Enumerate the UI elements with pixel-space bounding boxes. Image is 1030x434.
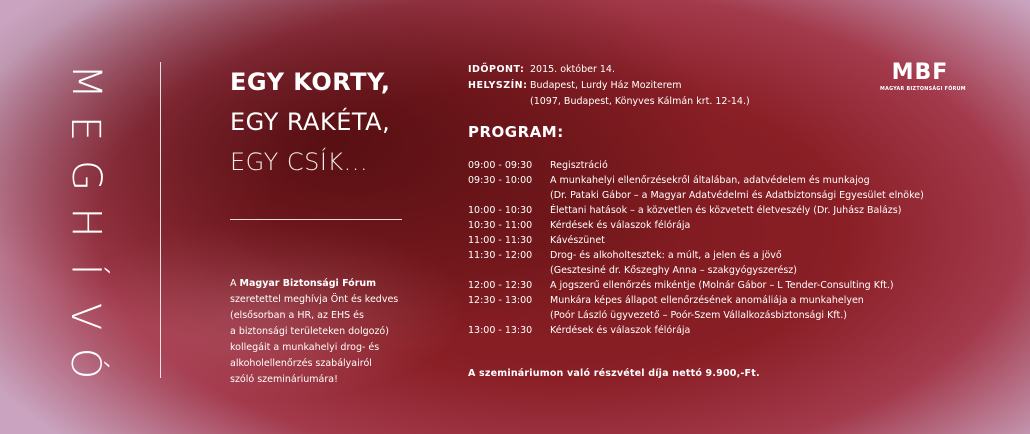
program-time: [468, 188, 550, 203]
program-item: Kérdések és válaszok félórája: [550, 220, 691, 231]
program-time: 12:30 - 13:00: [468, 295, 533, 306]
program-item: Kérdések és válaszok félórája: [550, 325, 691, 336]
invitation-line-1: [230, 276, 440, 292]
program-time: [468, 263, 550, 278]
program-item: (Gesztesiné dr. Kőszeghy Anna – szakgyógyszerész): [550, 265, 798, 276]
headline-line-3: EGY CSÍK...: [230, 148, 369, 176]
program-time: 09:30 - 10:00: [468, 175, 533, 186]
program-row: [468, 278, 980, 293]
vertical-title-letter: Í: [62, 263, 109, 276]
program-item: Élettani hatások – a közvetlen és közvetett életveszély (Dr. Juhász Balázs): [550, 205, 902, 216]
place-value: Budapest, Lurdy Ház Moziterem: [530, 80, 682, 91]
invitation-line: (elsősorban a HR, az EHS és: [230, 310, 364, 321]
mbf-logo: [880, 60, 966, 92]
place-row: [468, 78, 750, 94]
program-time: 12:00 - 12:30: [468, 280, 533, 291]
program-item: Drog- és alkoholtesztek: a múlt, a jelen és a jövő: [550, 250, 782, 261]
program-row: [468, 293, 980, 308]
program-row: [468, 203, 980, 218]
date-row: [468, 62, 750, 78]
event-details: [468, 62, 750, 110]
vertical-title-letter: Ó: [62, 347, 109, 380]
program-time: 09:00 - 09:30: [468, 160, 533, 171]
program-item: Munkára képes állapot ellenőrzésének anomáliája a munkahelyen: [550, 295, 864, 306]
headline: [230, 62, 391, 182]
headline-line-1: EGY KORTY,: [230, 68, 391, 96]
headline-line-2: EGY RAKÉTA,: [230, 108, 391, 136]
program-row: [468, 188, 980, 203]
horizontal-divider: [230, 219, 402, 220]
program-row: [468, 323, 980, 338]
vertical-title-letter: H: [62, 207, 109, 238]
vertical-title: [60, 58, 110, 387]
address-spacer: [468, 94, 530, 110]
vertical-title-letter: M: [62, 64, 109, 99]
date-value: 2015. október 14.: [530, 64, 615, 75]
organizer-name: Magyar Biztonsági Fórum: [239, 278, 377, 289]
vertical-divider: [160, 62, 161, 378]
invitation-line: alkoholellenőrzés szabályairól: [230, 358, 372, 369]
invitation-text: [230, 276, 440, 388]
program-item: Kávészünet: [550, 235, 605, 246]
program-item: Regisztráció: [550, 160, 608, 171]
invitation-line: kollegáit a munkahelyi drog- és: [230, 342, 380, 353]
vertical-title-letter: E: [62, 115, 109, 142]
address-row: [468, 94, 750, 110]
program-row: [468, 218, 980, 233]
program-time: 11:00 - 11:30: [468, 235, 533, 246]
vertical-title-letter: V: [62, 302, 109, 331]
program-row: [468, 308, 980, 323]
place-label: HELYSZÍN:: [468, 80, 528, 91]
logo-mark: MBF: [891, 60, 949, 85]
program-item: (Dr. Pataki Gábor – a Magyar Adatvédelmi és Adatbiztonsági Egyesület elnöke): [550, 190, 924, 201]
invitation-line: a biztonsági területeken dolgozó): [230, 326, 389, 337]
program-row: [468, 248, 980, 263]
program-list: [468, 158, 980, 338]
program-time: [468, 308, 550, 323]
program-title: PROGRAM:: [468, 123, 564, 141]
program-row: [468, 233, 980, 248]
program-time: 10:30 - 11:00: [468, 220, 533, 231]
date-label: IDŐPONT:: [468, 64, 525, 75]
place-address: (1097, Budapest, Könyves Kálmán krt. 12-14.): [530, 96, 750, 107]
participation-fee: A szemináriumon való részvétel díja nettó 9.900,-Ft.: [468, 368, 760, 379]
program-time: 10:00 - 10:30: [468, 205, 533, 216]
program-time: 13:00 - 13:30: [468, 325, 533, 336]
program-item: A munkahelyi ellenőrzésekről általában, adatvédelem és munkajog: [550, 175, 870, 186]
program-item: (Poór László ügyvezető – Poór-Szem Vállalkozásbiztonsági Kft.): [550, 310, 847, 321]
vertical-title-letter: G: [62, 160, 109, 191]
program-item: A jogszerű ellenőrzés mikéntje (Molnár Gábor – L Tender-Consulting Kft.): [550, 280, 894, 291]
program-row: [468, 263, 980, 278]
logo-subtitle: MAGYAR BIZTONSÁGI FÓRUM: [880, 87, 966, 92]
invitation-line: szóló szemináriumára!: [230, 374, 338, 385]
program-time: 11:30 - 12:00: [468, 250, 533, 261]
program-row: [468, 173, 980, 188]
invitation-line: szeretettel meghívja Önt és kedves: [230, 294, 399, 305]
invitation-prefix: A: [230, 278, 240, 289]
program-row: [468, 158, 980, 173]
